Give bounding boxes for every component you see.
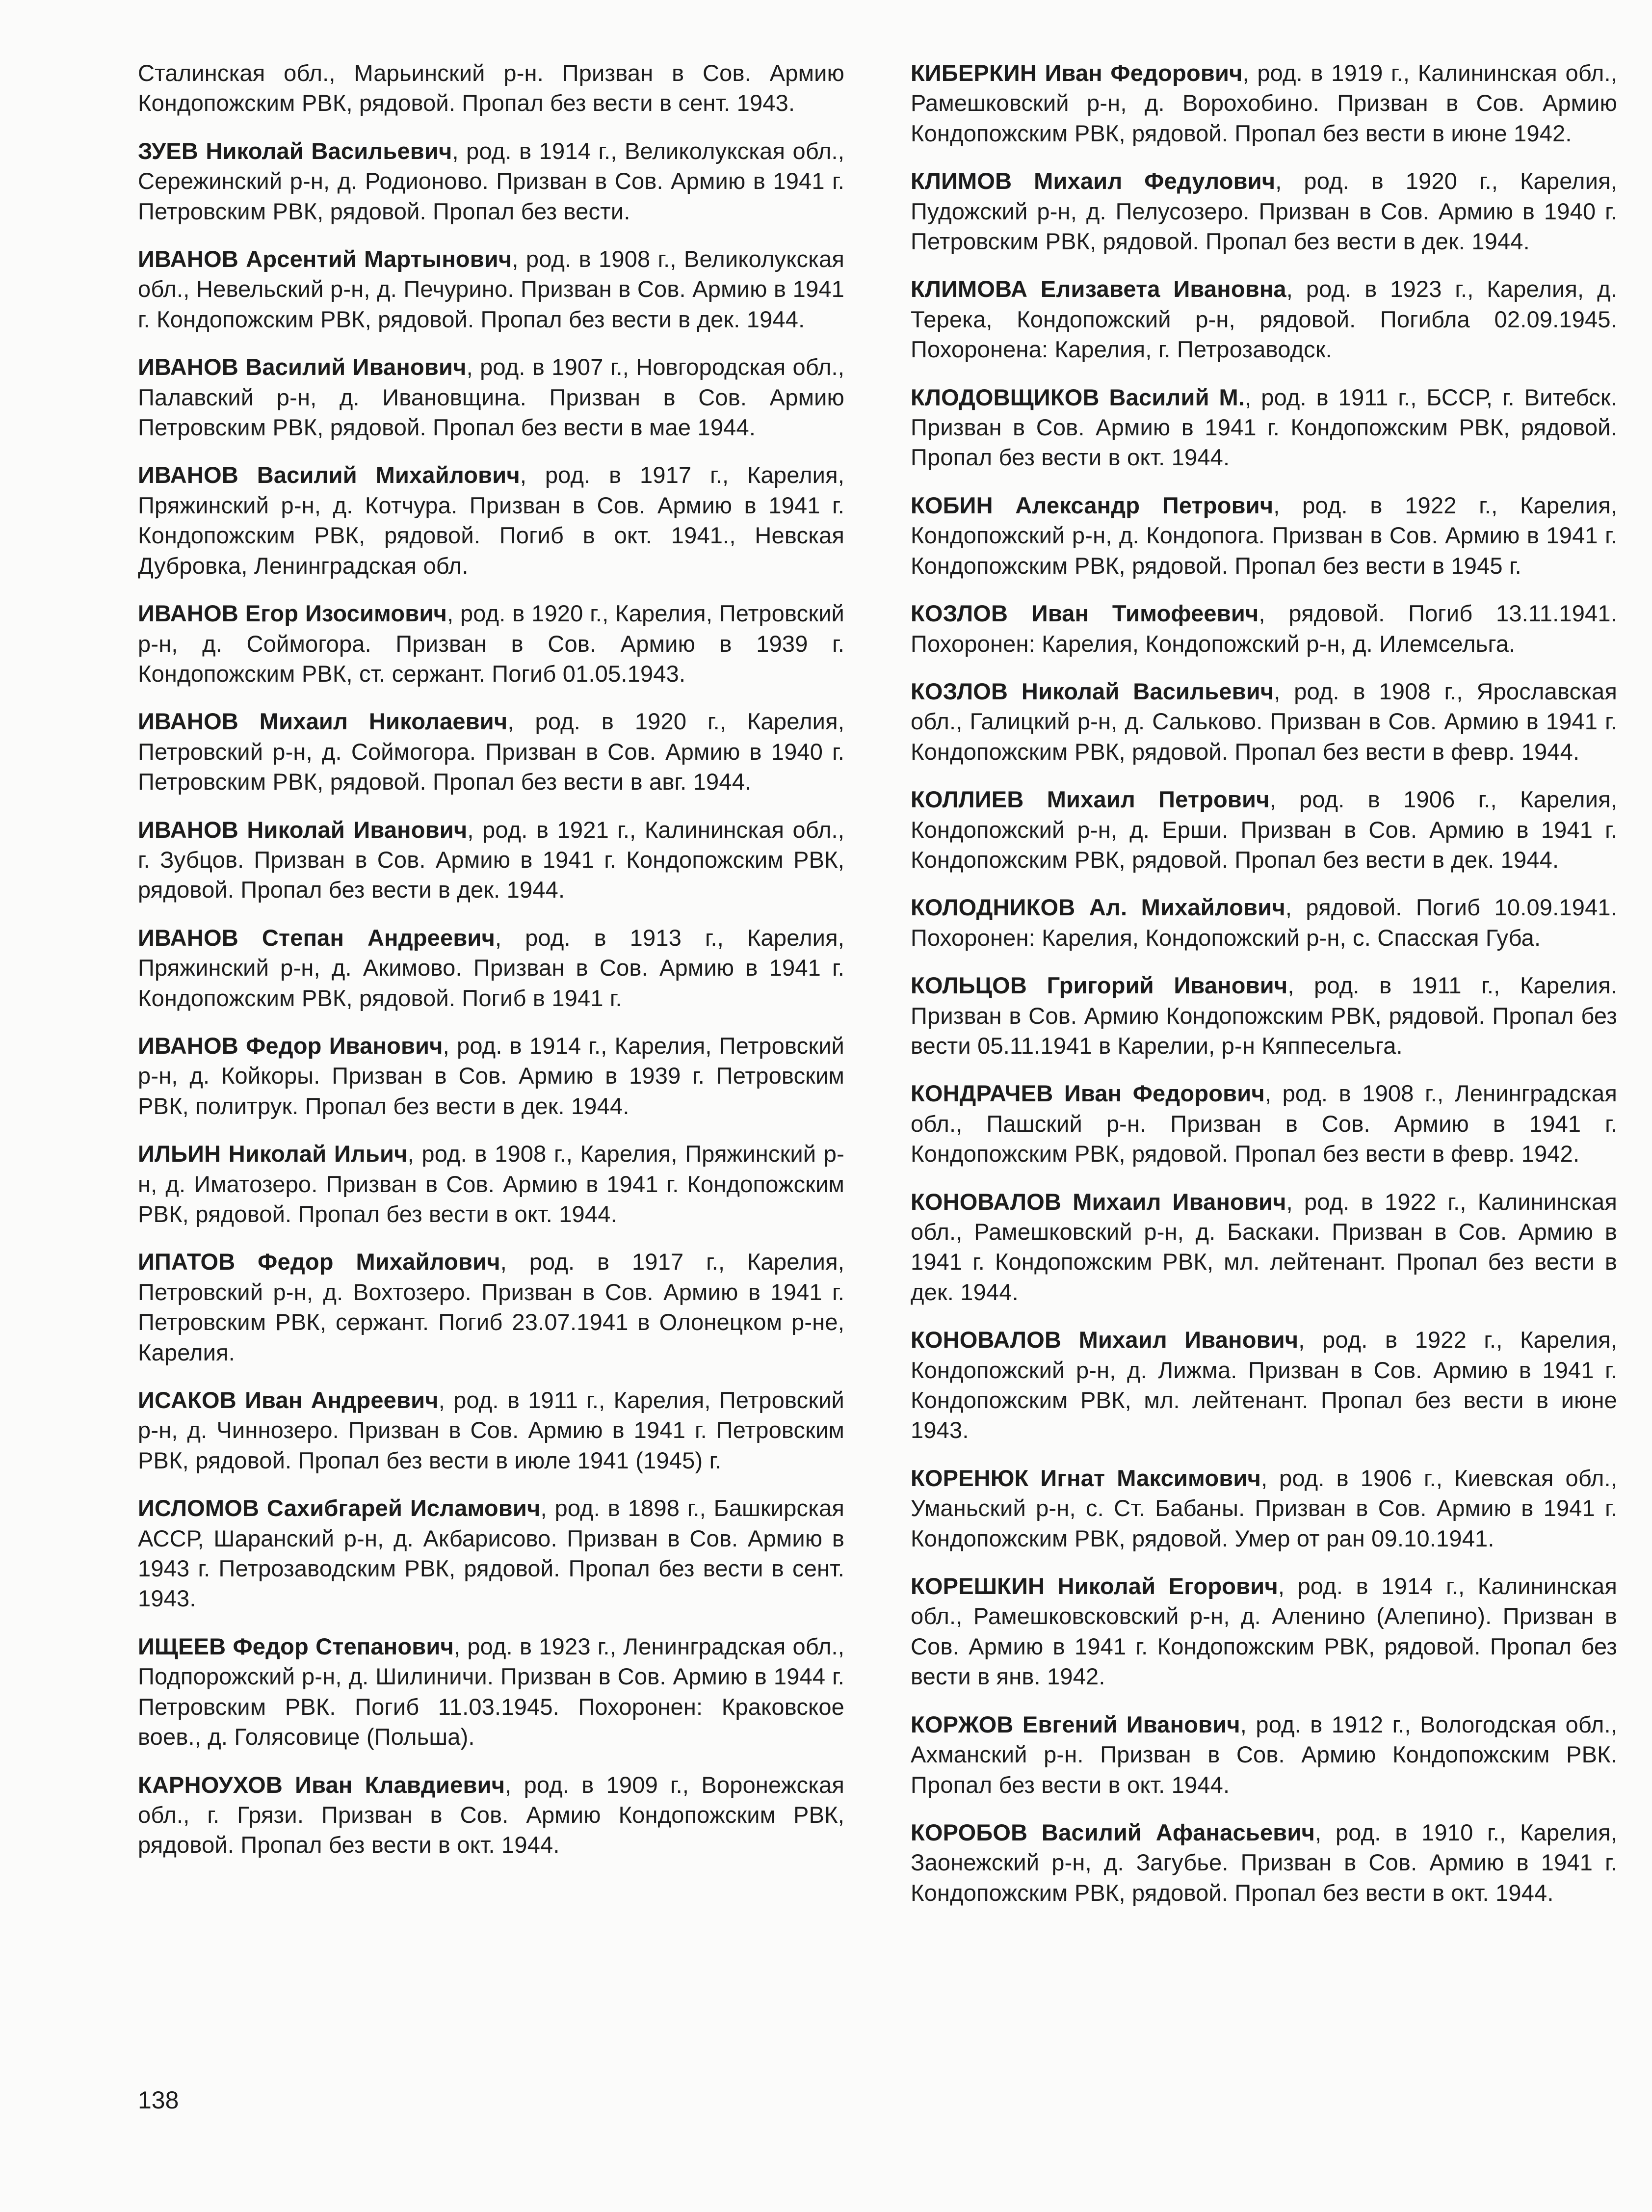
person-name: КЛИМОВ Михаил Федулович [911, 168, 1276, 194]
memorial-entry [911, 490, 1617, 581]
memorial-entry [138, 1493, 844, 1614]
person-name: КИБЕРКИН Иван Федорович [911, 60, 1243, 86]
memorial-entry [911, 166, 1617, 256]
person-details: , род. в 1911 г., Карелия, Петровский р-н, д. Чиннозеро. Призван в Сов. Армию в 1941 г. Петровским РВК, рядовой. Пропал без вести в июле 1941 (1945) г. [138, 1387, 844, 1473]
memorial-entry [911, 58, 1617, 148]
person-name: КОЗЛОВ Николай Васильевич [911, 678, 1274, 704]
person-details: , род. в 1923 г., Карелия, д. Терека, Кондопожский р-н, рядовой. Погибла 02.09.1945. Похоронена: Карелия, г. Петрозаводск. [911, 276, 1617, 363]
memorial-entry [911, 676, 1617, 767]
memorial-entry [138, 244, 844, 334]
person-name: КОЛЬЦОВ Григорий Иванович [911, 972, 1288, 999]
person-details: , рядовой. Погиб 13.11.1941. Похоронен: Карелия, Кондопожский р-н, д. Илемсельга. [911, 600, 1617, 657]
person-name: ИВАНОВ Николай Иванович [138, 816, 468, 843]
person-name: ИВАНОВ Михаил Николаевич [138, 708, 508, 735]
person-details: , род. в 1898 г., Башкирская АССР, Шаранский р-н, д. Акбарисово. Призван в Сов. Армию в 1943 г. Петрозаводским РВК, рядовой. Пропал без вести в сент. 1943. [138, 1495, 844, 1612]
person-details: , род. в 1913 г., Карелия, Пряжинский р-н, д. Акимово. Призван в Сов. Армию в 1941 г. Кондопожским РВК, рядовой. Погиб в 1941 г. [138, 924, 844, 1011]
person-details: , род. в 1912 г., Вологодская обл., Ахманский р-н. Призван в Сов. Армию Кондопожским РВК. Пропал без вести в окт. 1944. [911, 1711, 1618, 1798]
person-name: ИВАНОВ Егор Изосимович [138, 600, 447, 627]
memorial-entry [138, 923, 844, 1013]
memorial-entry [138, 352, 844, 442]
person-name: ИЩЕЕВ Федор Степанович [138, 1633, 454, 1659]
person-details: , род. в 1919 г., Калининская обл., Рамешковский р-н, д. Ворохобино. Призван в Сов. Армию Кондопожским РВК, рядовой. Пропал без вести в июне 1942. [911, 60, 1617, 146]
person-name: КОРЕШКИН Николай Егорович [911, 1573, 1278, 1599]
memorial-entry [911, 1187, 1617, 1307]
person-name: КОЛОДНИКОВ Ал. Михайлович [911, 894, 1285, 921]
person-details: , род. в 1906 г., Карелия, Кондопожский р-н, д. Ерши. Призван в Сов. Армию в 1941 г. Кондопожским РВК, рядовой. Пропал без вести в дек. 1944. [911, 786, 1618, 873]
memorial-entry [911, 598, 1617, 659]
person-details: , род. в 1910 г., Карелия, Заонежский р-н, д. Загубье. Призван в Сов. Армию в 1941 г. Кондопожским РВК, рядовой. Пропал без вести в окт. 1944. [911, 1819, 1617, 1906]
person-name: ИВАНОВ Василий Михайлович [138, 462, 520, 488]
memorial-entry [138, 1247, 844, 1367]
memorial-entry [138, 815, 844, 905]
person-details: , род. в 1908 г., Ярославская обл., Галицкий р-н, д. Сальково. Призван в Сов. Армию в 1941 г. Кондопожским РВК, рядовой. Пропал без вести в февр. 1944. [911, 678, 1617, 765]
person-name: КАРНОУХОВ Иван Клавдиевич [138, 1771, 505, 1798]
person-details: , род. в 1914 г., Карелия, Петровский р-н, д. Койкоры. Призван в Сов. Армию в 1939 г. Петровским РВК, политрук. Пропал без вести в дек. 1944. [138, 1032, 844, 1119]
person-details: , род. в 1906 г., Киевская обл., Уманьский р-н, с. Ст. Бабаны. Призван в Сов. Армию в 1941 г. Кондопожским РВК, рядовой. Умер от ран 09.10.1941. [911, 1465, 1617, 1551]
person-name: ИПАТОВ Федор Михайлович [138, 1249, 500, 1275]
person-name: КЛИМОВА Елизавета Ивановна [911, 276, 1286, 302]
memorial-entry [138, 1631, 844, 1752]
person-name: ИВАНОВ Арсентий Мартынович [138, 246, 512, 272]
person-details: , род. в 1908 г., Карелия, Пряжинский р-н, д. Иматозеро. Призван в Сов. Армию в 1941 г. Кондопожским РВК, рядовой. Пропал без вести в окт. 1944. [138, 1141, 844, 1227]
person-details: , род. в 1921 г., Калининская обл., г. Зубцов. Призван в Сов. Армию в 1941 г. Кондопожским РВК, рядовой. Пропал без вести в дек. 1944. [138, 816, 845, 903]
person-details: , род. в 1920 г., Карелия, Петровский р-н, д. Соймогора. Призван в Сов. Армию в 1939 г. Кондопожским РВК, ст. сержант. Погиб 01.05.1943. [138, 600, 844, 687]
memorial-entry [911, 1078, 1617, 1169]
person-details: , род. в 1922 г., Калининская обл., Рамешковский р-н, д. Баскаки. Призван в Сов. Армию в 1941 г. Кондопожским РВК, мл. лейтенант. Пропал без вести в дек. 1944. [911, 1188, 1617, 1305]
person-details: , род. в 1908 г., Ленинградская обл., Пашский р-н. Призван в Сов. Армию в 1941 г. Кондопожским РВК, рядовой. Пропал без вести в февр. 1942. [911, 1080, 1617, 1167]
person-details: , род. в 1920 г., Карелия, Петровский р-н, д. Соймогора. Призван в Сов. Армию в 1940 г. Петровским РВК, рядовой. Пропал без вести в авг. 1944. [138, 708, 844, 795]
memorial-entry [911, 274, 1617, 364]
person-details: , род. в 1914 г., Калининская обл., Рамешковсковский р-н, д. Аленино (Алепино). Призван в Сов. Армию в 1941 г. Кондопожским РВК, рядовой. Пропал без вести в янв. 1942. [911, 1573, 1617, 1690]
person-name: КОРЕНЮК Игнат Максимович [911, 1465, 1261, 1491]
person-details: , род. в 1923 г., Ленинградская обл., Подпорожский р-н, д. Шилиничи. Призван в Сов. Армию в 1944 г. Петровским РВК. Погиб 11.03.1945. Похоронен: Краковское воев., д. Голясовице (Польша). [138, 1633, 845, 1750]
memorial-entry [138, 58, 844, 118]
person-name: КОРОБОВ Василий Афанасьевич [911, 1819, 1315, 1845]
memorial-entry [911, 970, 1617, 1061]
memorial-entry [911, 1463, 1617, 1553]
page-number: 138 [138, 2086, 179, 2114]
memorial-entry [138, 1385, 844, 1475]
memorial-entry [911, 784, 1617, 875]
person-details: , род. в 1914 г., Великолукская обл., Сережинский р-н, д. Родионово. Призван в Сов. Армию в 1941 г. Петровским РВК, рядовой. Пропал без вести. [138, 137, 845, 224]
person-details: , род. в 1911 г., Карелия. Призван в Сов. Армию Кондопожским РВК, рядовой. Пропал без вести 05.11.1941 в Карелии, р-н Кяппесельга. [911, 972, 1617, 1059]
person-name: КОНОВАЛОВ Михаил Иванович [911, 1327, 1299, 1353]
person-name: КОБИН Александр Петрович [911, 492, 1274, 518]
person-name: КЛОДОВЩИКОВ Василий М. [911, 384, 1245, 410]
person-name: ИВАНОВ Василий Иванович [138, 354, 467, 380]
memorial-entry [138, 1770, 844, 1860]
memorial-entry [138, 598, 844, 689]
memorial-entry [138, 136, 844, 226]
left-column [138, 58, 844, 1878]
person-name: КОНОВАЛОВ Михаил Иванович [911, 1188, 1286, 1215]
person-name: КОЛЛИЕВ Михаил Петрович [911, 786, 1270, 813]
person-details: , род. в 1917 г., Карелия, Пряжинский р-н, д. Котчура. Призван в Сов. Армию в 1941 г. Кондопожским РВК, рядовой. Погиб в окт. 1941., Невская Дубровка, Ленинградская обл. [138, 462, 845, 579]
person-name: ЗУЕВ Николай Васильевич [138, 137, 452, 164]
person-name: КОРЖОВ Евгений Иванович [911, 1711, 1240, 1737]
person-details: , род. в 1922 г., Карелия, Кондопожский р-н, д. Кондопога. Призван в Сов. Армию в 1941 г. Кондопожским РВК, рядовой. Пропал без вести в 1945 г. [911, 492, 1618, 579]
person-details: , род. в 1909 г., Воронежская обл., г. Грязи. Призван в Сов. Армию Кондопожским РВК, рядовой. Пропал без вести в окт. 1944. [138, 1771, 844, 1858]
memorial-entry [911, 1817, 1617, 1908]
memorial-entry [138, 460, 844, 581]
person-name: ИВАНОВ Степан Андреевич [138, 924, 496, 951]
person-details: , род. в 1908 г., Великолукская обл., Невельский р-н, д. Печурино. Призван в Сов. Армию в 1941 г. Кондопожским РВК, рядовой. Пропал без вести в дек. 1944. [138, 246, 844, 332]
right-column [911, 58, 1617, 1925]
person-details: , род. в 1907 г., Новгородская обл., Палавский р-н, д. Ивановщина. Призван в Сов. Армию Петровским РВК, рядовой. Пропал без вести в мае 1944. [138, 354, 844, 441]
person-name: КОЗЛОВ Иван Тимофеевич [911, 600, 1259, 627]
person-details: , род. в 1911 г., БССР, г. Витебск. Призван в Сов. Армию в 1941 г. Кондопожским РВК, рядовой. Пропал без вести в окт. 1944. [911, 384, 1617, 471]
person-name: ИЛЬИН Николай Ильич [138, 1141, 408, 1167]
person-details: , род. в 1917 г., Карелия, Петровский р-н, д. Вохтозеро. Призван в Сов. Армию в 1941 г. Петровским РВК, сержант. Погиб 23.07.1941 в Олонецком р-не, Карелия. [138, 1249, 844, 1365]
memorial-entry [138, 1031, 844, 1121]
person-details: , род. в 1922 г., Карелия, Кондопожский р-н, д. Лижма. Призван в Сов. Армию в 1941 г. Кондопожским РВК, мл. лейтенант. Пропал без вести в июне 1943. [911, 1327, 1617, 1443]
memorial-entry [911, 382, 1617, 473]
memorial-entry [911, 1325, 1617, 1445]
person-details: Сталинская обл., Марьинский р-н. Призван в Сов. Армию Кондопожским РВК, рядовой. Пропал без вести в сент. 1943. [138, 60, 844, 116]
person-name: ИВАНОВ Федор Иванович [138, 1032, 443, 1059]
memorial-entry [138, 706, 844, 797]
person-name: КОНДРАЧЕВ Иван Федорович [911, 1080, 1265, 1107]
person-details: , рядовой. Погиб 10.09.1941. Похоронен: Карелия, Кондопожский р-н, с. Спасская Губа. [911, 894, 1618, 951]
memorial-entry [138, 1139, 844, 1229]
memorial-entry [911, 1709, 1617, 1800]
person-name: ИСАКОВ Иван Андреевич [138, 1387, 439, 1413]
person-details: , род. в 1920 г., Карелия, Пудожский р-н, д. Пелусозеро. Призван в Сов. Армию в 1940 г. Петровским РВК, рядовой. Пропал без вести в дек. 1944. [911, 168, 1617, 255]
person-name: ИСЛОМОВ Сахибгарей Исламович [138, 1495, 541, 1521]
memorial-entry [911, 892, 1617, 953]
memorial-entry [911, 1571, 1617, 1692]
